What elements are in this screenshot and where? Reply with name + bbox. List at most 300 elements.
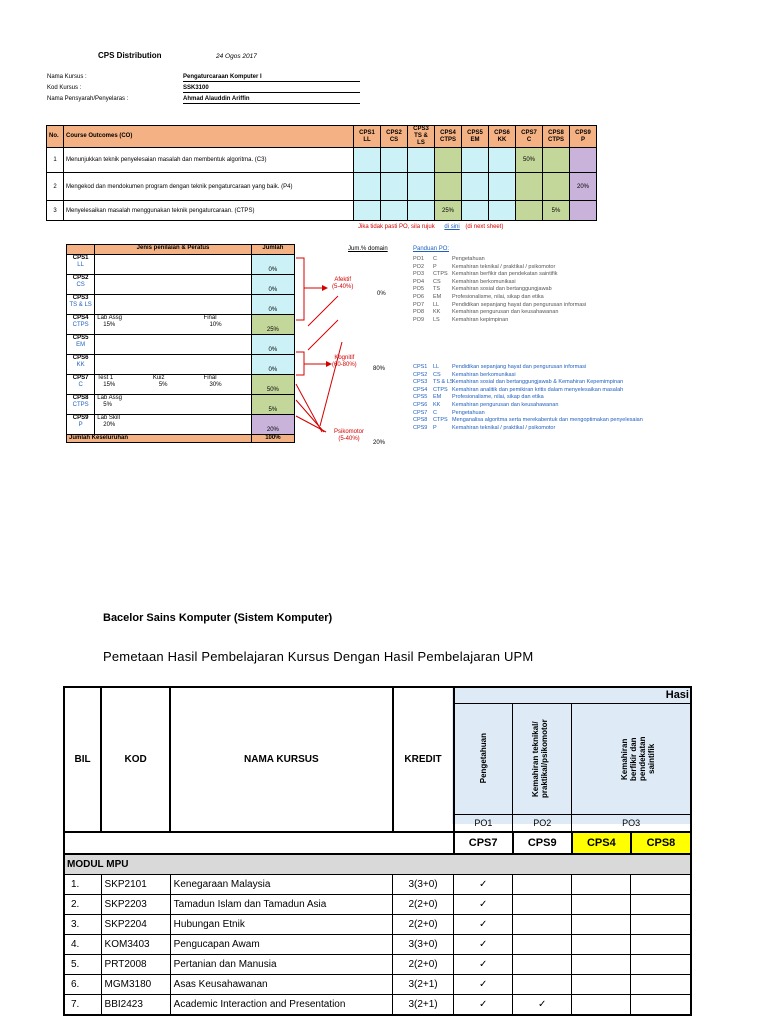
- course-kredit: 2(2+0): [393, 954, 454, 974]
- asm-item-name: Test 1: [97, 375, 114, 381]
- po-cell: Profesionalisme, nilai, sikap dan etika: [452, 293, 544, 300]
- field-label-lecturer: Nama Pensyarah/Penyelaras :: [47, 96, 129, 102]
- course-map-cell: [513, 874, 572, 894]
- po-guide-old-list: [413, 256, 586, 324]
- domain-afektif: [332, 277, 353, 291]
- domain-afektif-pct: 0%: [377, 291, 386, 297]
- asm-item-name: Lab Assg: [97, 315, 122, 321]
- po-cell: CPS8: [413, 417, 428, 424]
- po-cell: PO5: [413, 286, 425, 293]
- co-cell: [381, 148, 408, 173]
- co-cell: [354, 201, 381, 221]
- asm-item: [202, 415, 252, 435]
- asm-item: [151, 395, 202, 415]
- po-old-item: [413, 309, 586, 317]
- check-icon: ✓: [478, 918, 488, 930]
- cps-label-cps8: CPS8: [631, 832, 691, 854]
- field-label-course-code: Kod Kursus :: [47, 85, 82, 91]
- course-map-cell: [454, 914, 513, 934]
- po-cell: Kemahiran sosial dan bertanggungjawab: [452, 286, 552, 293]
- co-no: 3: [47, 201, 64, 221]
- co-cell: [354, 148, 381, 173]
- po-new-item: [413, 425, 643, 433]
- course-nama: Tamadun Islam dan Tamadun Asia: [170, 894, 392, 914]
- asm-item: [151, 275, 202, 295]
- po-old-item: [413, 256, 586, 264]
- asm-item: [151, 255, 202, 275]
- po-old-item: [413, 317, 586, 325]
- po-new-item: [413, 379, 643, 387]
- domain-psikomotor-pct: 20%: [373, 440, 386, 446]
- course-nama: Hubungan Etnik: [170, 914, 392, 934]
- asm-item: [95, 295, 151, 315]
- course-map-cell: [631, 914, 691, 934]
- po-cell: CPS4: [413, 386, 428, 393]
- po-old-item: [413, 279, 586, 287]
- asm-code-label: CPS4: [72, 315, 89, 321]
- course-row: [64, 874, 691, 894]
- co-cell: [462, 148, 489, 173]
- po-cell: P: [433, 263, 437, 270]
- po-new-item: [413, 387, 643, 395]
- po-cell: PO8: [413, 309, 425, 316]
- po-cell: CPS3: [413, 379, 428, 386]
- asm-item: [202, 335, 252, 355]
- asm-code-abbr: KK: [76, 362, 85, 368]
- asm-code-label: CPS6: [72, 355, 89, 361]
- mapping-subtitle: Pemetaan Hasil Pembelajaran Kursus Dengan Hasil Pembelajaran UPM: [103, 649, 534, 664]
- asm-code-abbr: TS & LS: [69, 302, 92, 308]
- co-cell: [570, 201, 597, 221]
- po-cell: PO1: [413, 256, 425, 262]
- asm-total: 20%: [251, 415, 294, 435]
- asm-code-abbr: CTPS: [72, 322, 89, 328]
- course-map-cell: [631, 994, 691, 1015]
- co-row-2: [47, 173, 597, 201]
- course-bil: 4.: [64, 934, 101, 954]
- domain-kognitif: [332, 355, 357, 369]
- asm-item: [151, 315, 202, 335]
- asm-item: [202, 295, 252, 315]
- po-cell: CPS9: [413, 424, 428, 431]
- asm-code: [67, 395, 95, 415]
- course-nama: Pengucapan Awam: [170, 934, 392, 954]
- spacer-cell: [64, 832, 454, 854]
- po-cell: KK: [433, 309, 441, 316]
- course-map-cell: [572, 934, 631, 954]
- po-cell: PO6: [413, 293, 425, 300]
- doc-date: 24 Ogos 2017: [216, 53, 257, 60]
- co-header-cps7: CPS7 C: [516, 126, 543, 148]
- po-cell: Kemahiran berfikir dan pendekatan saintifik: [452, 271, 558, 278]
- field-value-lecturer: Ahmad Alauddin Ariffin: [183, 96, 360, 104]
- po-note: [358, 224, 503, 231]
- course-map-cell: [513, 914, 572, 934]
- co-cell: 50%: [516, 148, 543, 173]
- co-cell: [408, 201, 435, 221]
- asm-item: [95, 355, 151, 375]
- asm-overall-label: Jumlah Keseluruhan: [67, 435, 252, 443]
- assessment-row: [67, 335, 295, 355]
- asm-item: [151, 335, 202, 355]
- course-kod: SKP2203: [101, 894, 170, 914]
- domain-kognitif-range: (60-80%): [332, 362, 357, 368]
- asm-code-label: CPS3: [72, 295, 89, 301]
- asm-code-abbr: CTPS: [72, 402, 89, 408]
- domain-afektif-name: Afektif: [334, 277, 352, 283]
- po-cell: LL: [433, 301, 440, 308]
- po-cell: CPS1: [413, 364, 428, 370]
- po-cell: Kemahiran pengurusan dan keusahawanan: [452, 309, 559, 316]
- asm-total: 0%: [251, 335, 294, 355]
- po-new-item: [413, 394, 643, 402]
- course-bil: 7.: [64, 994, 101, 1015]
- course-map-cell: [454, 934, 513, 954]
- po-note-text: Jika tidak pasti PO, sila rujuk: [358, 224, 435, 230]
- po-cell: Kemahiran teknikal / praktikal / psikomotor: [452, 263, 556, 270]
- domain-psikomotor: [334, 429, 364, 443]
- check-icon: ✓: [478, 938, 488, 950]
- co-cell: [462, 201, 489, 221]
- asm-item: [202, 315, 252, 335]
- course-kod: SKP2204: [101, 914, 170, 934]
- asm-item: [202, 375, 252, 395]
- course-bil: 2.: [64, 894, 101, 914]
- course-nama: Pertanian dan Manusia: [170, 954, 392, 974]
- course-kod: PRT2008: [101, 954, 170, 974]
- asm-item: [151, 375, 202, 395]
- co-text: Menunjukkan teknik penyelesaian masalah dan membentuk algoritma. (C3): [64, 148, 354, 173]
- course-map-cell: [631, 974, 691, 994]
- asm-item: [151, 295, 202, 315]
- asm-item-name: Final: [203, 375, 217, 381]
- asm-code-label: CPS1: [72, 255, 89, 261]
- co-cell: [570, 148, 597, 173]
- po-new-item: [413, 364, 643, 372]
- co-cell: [435, 173, 462, 201]
- course-nama: Asas Keusahawanan: [170, 974, 392, 994]
- asm-item-name: Kuiz: [152, 375, 165, 381]
- po-guide-header: Panduan PO:: [413, 246, 450, 252]
- course-kod: BBI2423: [101, 994, 170, 1015]
- co-cell: [516, 201, 543, 221]
- course-bil: 6.: [64, 974, 101, 994]
- course-bil: 3.: [64, 914, 101, 934]
- course-nama: Kenegaraan Malaysia: [170, 874, 392, 894]
- asm-item-pct: 15%: [103, 382, 116, 388]
- po-cell: CS: [433, 278, 441, 285]
- co-cell: [489, 148, 516, 173]
- hasil-header: Hasi: [454, 687, 691, 703]
- co-header-cps2: CPS2 CS: [381, 126, 408, 148]
- course-map-cell: [454, 954, 513, 974]
- po-cell: CS: [433, 371, 441, 378]
- po-old-item: [413, 286, 586, 294]
- course-row: [64, 894, 691, 914]
- check-icon: ✓: [538, 998, 547, 1010]
- course-kod: MGM3180: [101, 974, 170, 994]
- asm-code-label: CPS9: [72, 415, 89, 421]
- course-nama: Academic Interaction and Presentation: [170, 994, 392, 1015]
- asm-code-label: CPS2: [72, 275, 89, 281]
- assessment-row: [67, 275, 295, 295]
- po-cell: Menganalisa algoritma serta merekabentuk dan mengoptimakan penyelesaian: [452, 417, 643, 424]
- asm-item-pct: 5%: [103, 402, 112, 408]
- co-cell: [543, 173, 570, 201]
- po-cell: PO9: [413, 316, 425, 323]
- course-row: [64, 914, 691, 934]
- asm-item-name: Lab Skill: [97, 415, 120, 421]
- field-value-course-code: SSK3100: [183, 85, 360, 93]
- po-cell: CTPS: [433, 417, 448, 424]
- asm-item-name: Lab Assg: [97, 395, 122, 401]
- co-cell: 5%: [543, 201, 570, 221]
- po-note-tail: (di next sheet): [465, 224, 504, 230]
- po-cell: KK: [433, 401, 441, 408]
- asm-item: [95, 395, 151, 415]
- co-text: Menyelesaikan masalah menggunakan teknik pengaturcaraan. (CTPS): [64, 201, 354, 221]
- asm-item-pct: 10%: [209, 322, 222, 328]
- po-cell: LS: [433, 316, 440, 323]
- asm-item: [202, 395, 252, 415]
- asm-code: [67, 335, 95, 355]
- col-bil: BIL: [64, 687, 101, 832]
- domain-afektif-range: (5-40%): [332, 284, 354, 290]
- asm-item: [95, 255, 151, 275]
- po-cell: CPS6: [413, 401, 428, 408]
- po-cell: Pengetahuan: [452, 409, 485, 416]
- course-map-cell: [454, 894, 513, 914]
- course-outcomes-table: [46, 125, 597, 221]
- po-cell: Kemahiran berkomunikasi: [452, 371, 516, 378]
- cps-label-cps4: CPS4: [572, 832, 631, 854]
- course-row: [64, 974, 691, 994]
- asm-code-abbr: P: [78, 422, 83, 428]
- co-cell: [408, 148, 435, 173]
- po-old-item: [413, 264, 586, 272]
- asm-code: [67, 255, 95, 275]
- co-header-co: Course Outcomes (CO): [64, 126, 354, 148]
- po-cell: Kemahiran sosial dan bertanggungjawab & Kemahiran Kepemimpinan: [452, 379, 624, 386]
- assessment-row: [67, 295, 295, 315]
- vert-head-pengetahuan: Pengetahuan: [454, 703, 513, 814]
- course-map-cell: [454, 994, 513, 1015]
- asm-item-pct: 15%: [103, 322, 116, 328]
- co-header-cps1: CPS1 LL: [354, 126, 381, 148]
- check-icon: ✓: [478, 958, 488, 970]
- co-header-cps9: CPS9 P: [570, 126, 597, 148]
- po-cell: Kemahiran kepimpinan: [452, 316, 509, 323]
- course-map-cell: [572, 894, 631, 914]
- domain-psikomotor-name: Psikomotor: [334, 429, 365, 435]
- assessment-table: [66, 244, 295, 443]
- po-cell: LL: [433, 364, 440, 370]
- asm-item: [95, 375, 151, 395]
- asm-header-type: Jenis penilaian & Peratus: [95, 245, 251, 255]
- asm-header-total: Jumlah: [251, 245, 294, 255]
- course-map-cell: [513, 894, 572, 914]
- co-cell: [381, 173, 408, 201]
- cps-label-cps9: CPS9: [513, 832, 572, 854]
- asm-code: [67, 375, 95, 395]
- asm-code: [67, 295, 95, 315]
- po-cell: C: [433, 256, 437, 262]
- asm-item-pct: 30%: [209, 382, 222, 388]
- co-text: Mengekod dan mendokumen program dengan teknik pengaturcaraan yang baik. (P4): [64, 173, 354, 201]
- po-new-item: [413, 402, 643, 410]
- co-cell: [489, 173, 516, 201]
- asm-item: [95, 275, 151, 295]
- check-icon: ✓: [478, 978, 488, 990]
- course-map-cell: [513, 934, 572, 954]
- col-nama: NAMA KURSUS: [170, 687, 392, 832]
- asm-item-pct: 5%: [158, 382, 168, 388]
- course-map-cell: [572, 974, 631, 994]
- asm-code: [67, 315, 95, 335]
- course-map-cell: [513, 994, 572, 1015]
- co-header-no: No.: [47, 126, 64, 148]
- field-value-course-name: Pengaturcaraan Komputer I: [183, 74, 360, 82]
- po-cell: Pendidikan sepanjang hayat dan pengurusan informasi: [452, 364, 587, 370]
- course-kredit: 3(3+0): [393, 934, 454, 954]
- check-icon: ✓: [478, 898, 488, 910]
- po-cell: P: [433, 424, 437, 431]
- module-mpu-header: MODUL MPU: [64, 854, 691, 874]
- asm-code: [67, 415, 95, 435]
- po-label-2: PO2: [513, 814, 572, 832]
- po-cell: CPS2: [413, 371, 428, 378]
- co-header-cps3: CPS3 TS & LS: [408, 126, 435, 148]
- asm-code-label: CPS7: [72, 375, 89, 381]
- course-row: [64, 994, 691, 1015]
- co-cell: [435, 148, 462, 173]
- field-label-course-name: Nama Kursus :: [47, 74, 87, 80]
- asm-code-abbr: CS: [76, 282, 85, 288]
- assessment-row: [67, 375, 295, 395]
- course-kredit: 3(3+0): [393, 874, 454, 894]
- cps-label-cps7: CPS7: [454, 832, 513, 854]
- program-title: Bacelor Sains Komputer (Sistem Komputer): [103, 612, 333, 624]
- po-new-item: [413, 410, 643, 418]
- co-row-1: [47, 148, 597, 173]
- course-map-cell: [631, 934, 691, 954]
- asm-code-abbr: C: [78, 382, 83, 388]
- asm-code: [67, 355, 95, 375]
- vert-head-teknikal: Kemahiran teknikal/ praktikal/psikomotor: [513, 703, 572, 814]
- course-map-cell: [631, 874, 691, 894]
- co-cell: [489, 201, 516, 221]
- asm-total: 0%: [251, 255, 294, 275]
- domain-psikomotor-range: (5-40%): [338, 436, 360, 442]
- col-kredit: KREDIT: [393, 687, 454, 832]
- asm-total: 50%: [251, 375, 294, 395]
- asm-item: [202, 355, 252, 375]
- co-no: 2: [47, 173, 64, 201]
- po-cell: CTPS: [433, 386, 448, 393]
- po-label-1: PO1: [454, 814, 513, 832]
- co-row-3: [47, 201, 597, 221]
- course-bil: 5.: [64, 954, 101, 974]
- po-cell: EM: [433, 394, 442, 401]
- assessment-row: [67, 315, 295, 335]
- co-cell: [381, 201, 408, 221]
- asm-code-abbr: LL: [77, 262, 84, 268]
- domain-header: Jum.% domain: [348, 246, 388, 252]
- course-kod: KOM3403: [101, 934, 170, 954]
- co-cell: [543, 148, 570, 173]
- asm-item: [202, 255, 252, 275]
- po-cell: TS: [433, 286, 441, 293]
- course-map-cell: [572, 914, 631, 934]
- co-cell: [408, 173, 435, 201]
- asm-item-pct: 20%: [103, 422, 116, 428]
- asm-code-label: CPS5: [72, 335, 89, 341]
- po-cell: C: [433, 409, 437, 416]
- course-map-cell: [631, 954, 691, 974]
- mapping-table: [63, 686, 692, 1016]
- asm-overall-total: 100%: [251, 435, 294, 443]
- course-kredit: 2(2+0): [393, 914, 454, 934]
- course-row: [64, 954, 691, 974]
- check-icon: ✓: [478, 878, 488, 890]
- co-cell: [516, 173, 543, 201]
- po-note-link[interactable]: di sini: [444, 224, 460, 230]
- course-map-cell: [454, 974, 513, 994]
- assessment-row: [67, 415, 295, 435]
- asm-item: [151, 355, 202, 375]
- asm-item-name: Final: [203, 315, 217, 321]
- course-bil: 1.: [64, 874, 101, 894]
- co-cell: 20%: [570, 173, 597, 201]
- po-cell: CPS7: [413, 409, 428, 416]
- co-header-cps5: CPS5 EM: [462, 126, 489, 148]
- co-cell: [462, 173, 489, 201]
- po-old-item: [413, 271, 586, 279]
- po-cell: PO7: [413, 301, 425, 308]
- co-cell: [354, 173, 381, 201]
- po-cell: CTPS: [433, 271, 448, 278]
- course-kredit: 2(2+0): [393, 894, 454, 914]
- asm-code-abbr: EM: [76, 342, 86, 348]
- po-old-item: [413, 302, 586, 310]
- course-map-cell: [513, 954, 572, 974]
- po-cell: PO4: [413, 278, 425, 285]
- co-header-cps8: CPS8 CTPS: [543, 126, 570, 148]
- po-new-item: [413, 417, 643, 425]
- asm-total: 0%: [251, 295, 294, 315]
- po-cell: Pengetahuan: [452, 256, 485, 262]
- assessment-row: [67, 355, 295, 375]
- co-no: 1: [47, 148, 64, 173]
- asm-item: [151, 415, 202, 435]
- assessment-row: [67, 395, 295, 415]
- asm-item: [202, 275, 252, 295]
- course-kredit: 3(2+1): [393, 994, 454, 1015]
- co-header-cps4: CPS4 CTPS: [435, 126, 462, 148]
- po-label-3: PO3: [572, 814, 691, 832]
- course-row: [64, 934, 691, 954]
- po-cell: PO3: [413, 271, 425, 278]
- po-cell: Profesionalisme, nilai, sikap dan etika: [452, 394, 544, 401]
- asm-total: 25%: [251, 315, 294, 335]
- co-cell: 25%: [435, 201, 462, 221]
- course-kod: SKP2101: [101, 874, 170, 894]
- domain-kognitif-name: Kognitif: [334, 355, 355, 361]
- doc-title: CPS Distribution: [98, 51, 162, 60]
- po-new-item: [413, 372, 643, 380]
- course-map-cell: [572, 994, 631, 1015]
- course-map-cell: [572, 954, 631, 974]
